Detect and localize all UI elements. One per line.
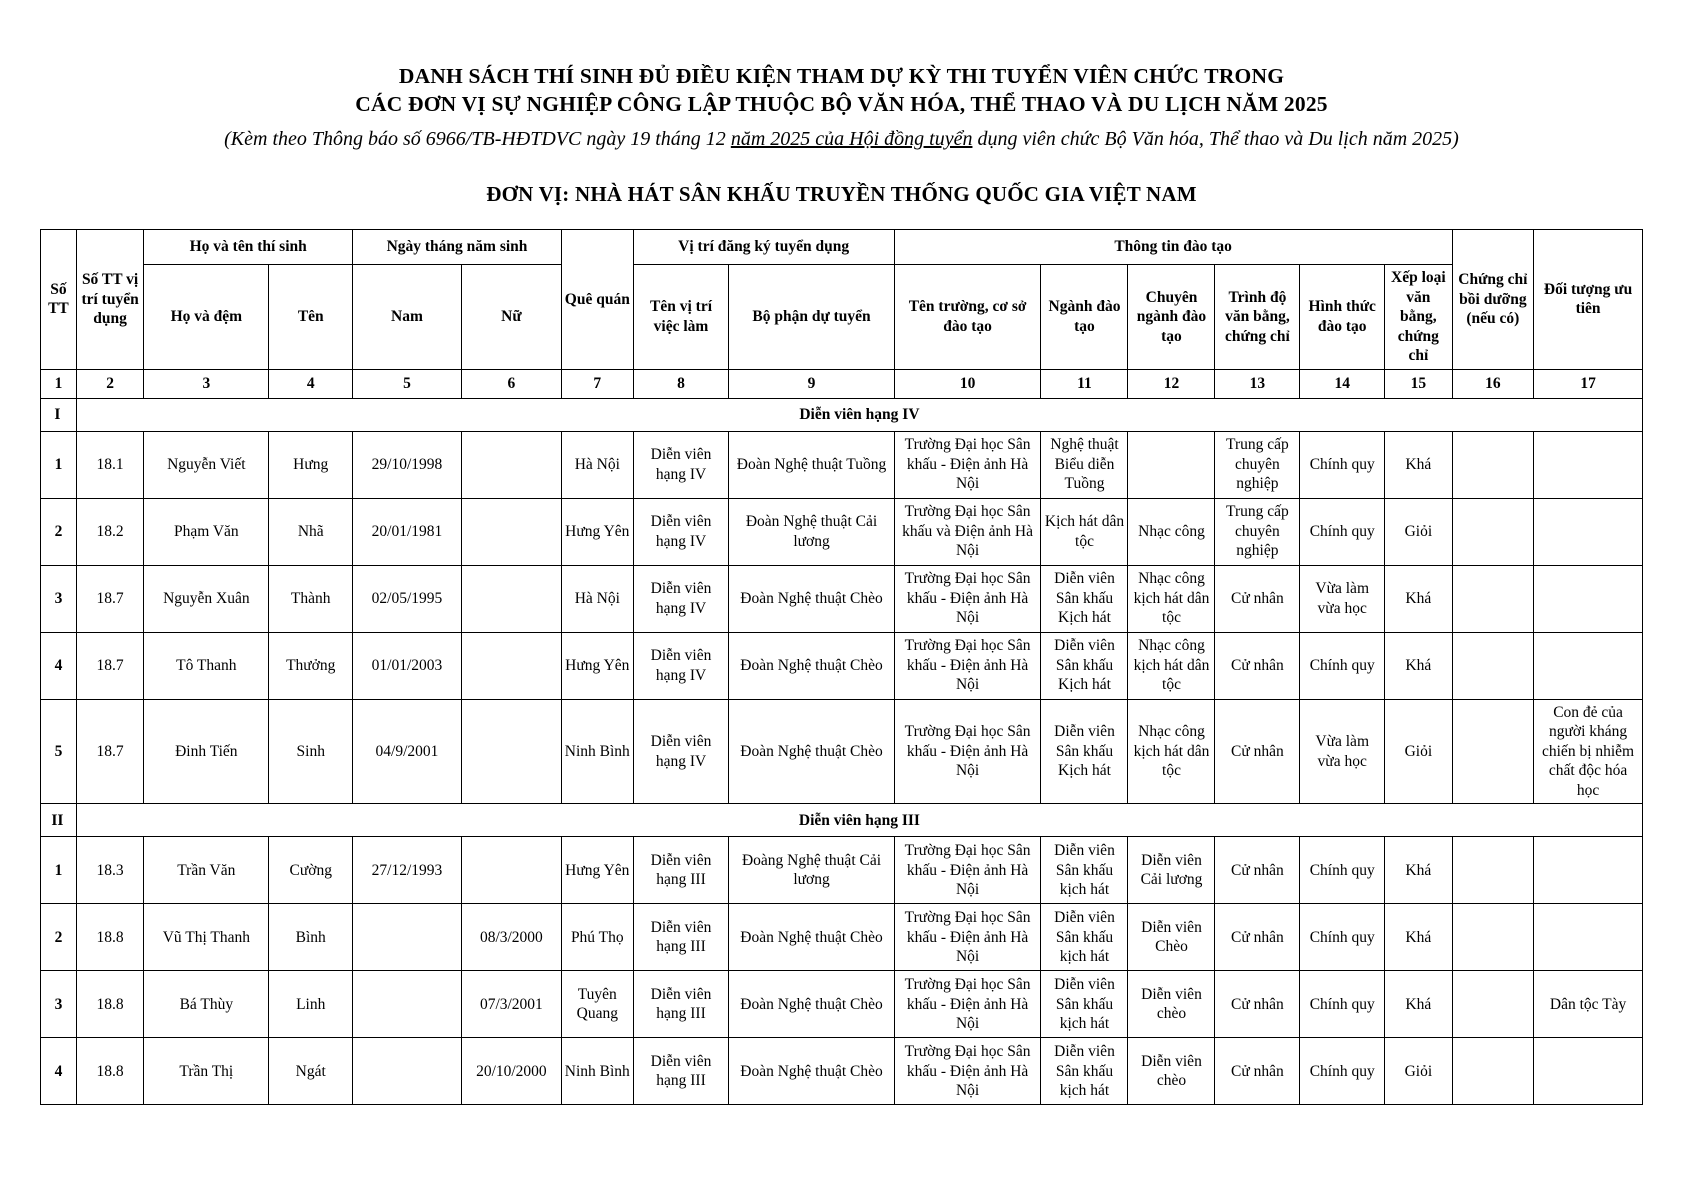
cell-so-tt-vi-tri: 18.7 <box>76 699 143 804</box>
cell-nu: 20/10/2000 <box>461 1038 561 1105</box>
cell-trinh-do-van-bang: Trung cấp chuyên nghiệp <box>1215 498 1300 565</box>
section-header-row <box>41 398 1643 431</box>
cell-stt: 4 <box>41 1038 77 1105</box>
cell-nu: 07/3/2001 <box>461 971 561 1038</box>
cell-chung-chi-boi-duong <box>1452 699 1534 804</box>
cell-stt: 4 <box>41 632 77 699</box>
cell-nam <box>353 971 462 1038</box>
cell-chuyen-nganh-dao-tao: Diễn viên chèo <box>1128 1038 1215 1105</box>
table-header-row-2 <box>41 265 1643 370</box>
cell-que-quan: Phú Thọ <box>561 904 633 971</box>
cell-ten-vi-tri-viec-lam: Diễn viên hạng IV <box>633 498 729 565</box>
cell-so-tt-vi-tri: 18.3 <box>76 837 143 904</box>
header-hinh-thuc-dao-tao: Hình thức đào tạo <box>1300 265 1385 370</box>
cell-chung-chi-boi-duong <box>1452 498 1534 565</box>
cell-doi-tuong-uu-tien: Dân tộc Tày <box>1534 971 1643 1038</box>
cell-hinh-thuc-dao-tao: Vừa làm vừa học <box>1300 565 1385 632</box>
cell-xep-loai-van-bang: Khá <box>1385 431 1452 498</box>
cell-ten-truong: Trường Đại học Sân khấu - Điện ảnh Hà Nội <box>894 431 1041 498</box>
cell-ho-va-dem: Vũ Thị Thanh <box>144 904 269 971</box>
cell-que-quan: Hà Nội <box>561 431 633 498</box>
header-chung-chi-boi-duong: Chứng chỉ bồi dưỡng (nếu có) <box>1452 230 1534 370</box>
cell-bo-phan-du-tuyen: Đoàn Nghệ thuật Chèo <box>729 1038 894 1105</box>
cell-hinh-thuc-dao-tao: Chính quy <box>1300 431 1385 498</box>
colnum-1: 1 <box>41 369 77 398</box>
cell-bo-phan-du-tuyen: Đoàn Nghệ thuật Chèo <box>729 971 894 1038</box>
cell-stt: 1 <box>41 837 77 904</box>
table-header-row-1 <box>41 230 1643 265</box>
cell-ten: Linh <box>269 971 353 1038</box>
header-stt: Số TT <box>41 230 77 370</box>
cell-nu <box>461 431 561 498</box>
header-chuyen-nganh-dao-tao: Chuyên ngành đào tạo <box>1128 265 1215 370</box>
cell-nganh-dao-tao: Diễn viên Sân khấu kịch hát <box>1041 971 1128 1038</box>
cell-doi-tuong-uu-tien <box>1534 498 1643 565</box>
cell-stt: 3 <box>41 565 77 632</box>
table-row <box>41 971 1643 1038</box>
cell-chung-chi-boi-duong <box>1452 431 1534 498</box>
cell-ten-truong: Trường Đại học Sân khấu - Điện ảnh Hà Nội <box>894 699 1041 804</box>
cell-hinh-thuc-dao-tao: Chính quy <box>1300 837 1385 904</box>
section-index: II <box>41 804 77 837</box>
cell-trinh-do-van-bang: Cử nhân <box>1215 565 1300 632</box>
cell-chuyen-nganh-dao-tao: Nhạc công kịch hát dân tộc <box>1128 632 1215 699</box>
cell-stt: 2 <box>41 498 77 565</box>
cell-nganh-dao-tao: Nghệ thuật Biểu diễn Tuồng <box>1041 431 1128 498</box>
cell-chuyen-nganh-dao-tao: Diễn viên chèo <box>1128 971 1215 1038</box>
cell-doi-tuong-uu-tien <box>1534 837 1643 904</box>
cell-bo-phan-du-tuyen: Đoàn Nghệ thuật Chèo <box>729 565 894 632</box>
cell-doi-tuong-uu-tien <box>1534 632 1643 699</box>
cell-ten: Nhã <box>269 498 353 565</box>
cell-ten-truong: Trường Đại học Sân khấu - Điện ảnh Hà Nội <box>894 565 1041 632</box>
cell-bo-phan-du-tuyen: Đoàn Nghệ thuật Tuồng <box>729 431 894 498</box>
document-subtitle <box>35 126 1648 152</box>
table-row <box>41 699 1643 804</box>
subtitle-suffix: dụng viên chức Bộ Văn hóa, Thể thao và Du lịch năm 2025) <box>972 127 1459 150</box>
cell-ho-va-dem: Tô Thanh <box>144 632 269 699</box>
cell-ten-truong: Trường Đại học Sân khấu - Điện ảnh Hà Nội <box>894 837 1041 904</box>
cell-chung-chi-boi-duong <box>1452 632 1534 699</box>
cell-ho-va-dem: Nguyễn Viết <box>144 431 269 498</box>
header-ten: Tên <box>269 265 353 370</box>
cell-so-tt-vi-tri: 18.8 <box>76 904 143 971</box>
cell-nganh-dao-tao: Diễn viên Sân khấu kịch hát <box>1041 904 1128 971</box>
colnum-12: 12 <box>1128 369 1215 398</box>
cell-ten: Thưởng <box>269 632 353 699</box>
cell-nganh-dao-tao: Diễn viên Sân khấu kịch hát <box>1041 837 1128 904</box>
cell-xep-loai-van-bang: Khá <box>1385 565 1452 632</box>
colnum-7: 7 <box>561 369 633 398</box>
header-bo-phan-du-tuyen: Bộ phận dự tuyển <box>729 265 894 370</box>
cell-nu <box>461 498 561 565</box>
cell-ten: Bình <box>269 904 353 971</box>
cell-ten-truong: Trường Đại học Sân khấu và Điện ảnh Hà Nội <box>894 498 1041 565</box>
cell-ho-va-dem: Đinh Tiến <box>144 699 269 804</box>
cell-trinh-do-van-bang: Cử nhân <box>1215 1038 1300 1105</box>
colnum-2: 2 <box>76 369 143 398</box>
header-ho-ten-thi-sinh: Họ và tên thí sinh <box>144 230 353 265</box>
header-ho-va-dem: Họ và đệm <box>144 265 269 370</box>
cell-bo-phan-du-tuyen: Đoàn Nghệ thuật Chèo <box>729 904 894 971</box>
cell-trinh-do-van-bang: Cử nhân <box>1215 971 1300 1038</box>
cell-chung-chi-boi-duong <box>1452 971 1534 1038</box>
header-vi-tri-dang-ky: Vị trí đăng ký tuyển dụng <box>633 230 894 265</box>
cell-hinh-thuc-dao-tao: Chính quy <box>1300 971 1385 1038</box>
table-row <box>41 431 1643 498</box>
colnum-5: 5 <box>353 369 462 398</box>
cell-stt: 5 <box>41 699 77 804</box>
subtitle-prefix: (Kèm theo Thông báo số 6966/TB-HĐTDVC ngày 19 tháng 12 <box>224 127 731 150</box>
cell-ho-va-dem: Trần Thị <box>144 1038 269 1105</box>
cell-doi-tuong-uu-tien <box>1534 1038 1643 1105</box>
cell-nganh-dao-tao: Diễn viên Sân khấu Kịch hát <box>1041 632 1128 699</box>
title-block <box>35 62 1648 152</box>
colnum-13: 13 <box>1215 369 1300 398</box>
cell-xep-loai-van-bang: Giỏi <box>1385 699 1452 804</box>
cell-ten-truong: Trường Đại học Sân khấu - Điện ảnh Hà Nội <box>894 904 1041 971</box>
cell-nganh-dao-tao: Diễn viên Sân khấu Kịch hát <box>1041 565 1128 632</box>
cell-nam: 27/12/1993 <box>353 837 462 904</box>
section-index: I <box>41 398 77 431</box>
cell-trinh-do-van-bang: Cử nhân <box>1215 632 1300 699</box>
cell-doi-tuong-uu-tien <box>1534 565 1643 632</box>
header-nganh-dao-tao: Ngành đào tạo <box>1041 265 1128 370</box>
cell-stt: 3 <box>41 971 77 1038</box>
table-row <box>41 632 1643 699</box>
cell-que-quan: Hưng Yên <box>561 837 633 904</box>
cell-ten: Thành <box>269 565 353 632</box>
cell-doi-tuong-uu-tien <box>1534 904 1643 971</box>
header-nu: Nữ <box>461 265 561 370</box>
cell-xep-loai-van-bang: Khá <box>1385 837 1452 904</box>
cell-nam <box>353 1038 462 1105</box>
cell-ho-va-dem: Trần Văn <box>144 837 269 904</box>
cell-xep-loai-van-bang: Khá <box>1385 971 1452 1038</box>
cell-bo-phan-du-tuyen: Đoàng Nghệ thuật Cải lương <box>729 837 894 904</box>
cell-ho-va-dem: Nguyễn Xuân <box>144 565 269 632</box>
cell-so-tt-vi-tri: 18.1 <box>76 431 143 498</box>
cell-nu <box>461 565 561 632</box>
cell-nu <box>461 837 561 904</box>
cell-nu: 08/3/2000 <box>461 904 561 971</box>
cell-hinh-thuc-dao-tao: Chính quy <box>1300 1038 1385 1105</box>
cell-trinh-do-van-bang: Cử nhân <box>1215 904 1300 971</box>
section-label: Diễn viên hạng IV <box>76 398 1642 431</box>
colnum-8: 8 <box>633 369 729 398</box>
colnum-3: 3 <box>144 369 269 398</box>
colnum-10: 10 <box>894 369 1041 398</box>
header-ten-truong: Tên trường, cơ sở đào tạo <box>894 265 1041 370</box>
cell-chuyen-nganh-dao-tao: Nhạc công kịch hát dân tộc <box>1128 565 1215 632</box>
cell-nu <box>461 699 561 804</box>
cell-ten: Cường <box>269 837 353 904</box>
cell-trinh-do-van-bang: Cử nhân <box>1215 699 1300 804</box>
cell-nam: 29/10/1998 <box>353 431 462 498</box>
cell-hinh-thuc-dao-tao: Chính quy <box>1300 632 1385 699</box>
colnum-17: 17 <box>1534 369 1643 398</box>
header-ten-vi-tri-viec-lam: Tên vị trí việc làm <box>633 265 729 370</box>
cell-que-quan: Ninh Bình <box>561 699 633 804</box>
cell-chung-chi-boi-duong <box>1452 565 1534 632</box>
cell-ho-va-dem: Bá Thùy <box>144 971 269 1038</box>
cell-chuyen-nganh-dao-tao: Diễn viên Chèo <box>1128 904 1215 971</box>
cell-ho-va-dem: Phạm Văn <box>144 498 269 565</box>
cell-chung-chi-boi-duong <box>1452 1038 1534 1105</box>
cell-nam: 02/05/1995 <box>353 565 462 632</box>
cell-hinh-thuc-dao-tao: Chính quy <box>1300 498 1385 565</box>
cell-ten-vi-tri-viec-lam: Diễn viên hạng III <box>633 1038 729 1105</box>
document-title-line-2: CÁC ĐƠN VỊ SỰ NGHIỆP CÔNG LẬP THUỘC BỘ VĂN HÓA, THỂ THAO VÀ DU LỊCH NĂM 2025 <box>355 92 1328 117</box>
cell-ten-vi-tri-viec-lam: Diễn viên hạng IV <box>633 632 729 699</box>
cell-so-tt-vi-tri: 18.7 <box>76 632 143 699</box>
header-nam: Nam <box>353 265 462 370</box>
cell-chung-chi-boi-duong <box>1452 837 1534 904</box>
cell-nam: 04/9/2001 <box>353 699 462 804</box>
table-row <box>41 1038 1643 1105</box>
cell-chuyen-nganh-dao-tao: Nhạc công kịch hát dân tộc <box>1128 699 1215 804</box>
header-thong-tin-dao-tao: Thông tin đào tạo <box>894 230 1452 265</box>
colnum-9: 9 <box>729 369 894 398</box>
cell-que-quan: Hưng Yên <box>561 498 633 565</box>
cell-que-quan: Ninh Bình <box>561 1038 633 1105</box>
cell-hinh-thuc-dao-tao: Vừa làm vừa học <box>1300 699 1385 804</box>
header-doi-tuong-uu-tien: Đối tượng ưu tiên <box>1534 230 1643 370</box>
colnum-11: 11 <box>1041 369 1128 398</box>
header-ngay-thang-nam-sinh: Ngày tháng năm sinh <box>353 230 562 265</box>
table-row <box>41 565 1643 632</box>
colnum-15: 15 <box>1385 369 1452 398</box>
cell-xep-loai-van-bang: Giỏi <box>1385 1038 1452 1105</box>
cell-stt: 1 <box>41 431 77 498</box>
header-xep-loai-van-bang: Xếp loại văn bằng, chứng chỉ <box>1385 265 1452 370</box>
cell-so-tt-vi-tri: 18.2 <box>76 498 143 565</box>
cell-bo-phan-du-tuyen: Đoàn Nghệ thuật Cải lương <box>729 498 894 565</box>
cell-nam: 20/01/1981 <box>353 498 462 565</box>
table-row <box>41 837 1643 904</box>
header-que-quan: Quê quán <box>561 230 633 370</box>
cell-xep-loai-van-bang: Giỏi <box>1385 498 1452 565</box>
header-trinh-do-van-bang: Trình độ văn bằng, chứng chỉ <box>1215 265 1300 370</box>
cell-ten-vi-tri-viec-lam: Diễn viên hạng III <box>633 837 729 904</box>
header-so-tt-vi-tri: Số TT vị trí tuyển dụng <box>76 230 143 370</box>
colnum-6: 6 <box>461 369 561 398</box>
unit-heading: ĐƠN VỊ: NHÀ HÁT SÂN KHẤU TRUYỀN THỐNG QUỐC GIA VIỆT NAM <box>486 182 1197 207</box>
cell-que-quan: Hà Nội <box>561 565 633 632</box>
cell-xep-loai-van-bang: Khá <box>1385 904 1452 971</box>
cell-trinh-do-van-bang: Cử nhân <box>1215 837 1300 904</box>
colnum-14: 14 <box>1300 369 1385 398</box>
table-column-numbers-row <box>41 369 1643 398</box>
cell-ten-truong: Trường Đại học Sân khấu - Điện ảnh Hà Nội <box>894 632 1041 699</box>
cell-ten: Hưng <box>269 431 353 498</box>
cell-ten-vi-tri-viec-lam: Diễn viên hạng III <box>633 971 729 1038</box>
cell-ten-vi-tri-viec-lam: Diễn viên hạng III <box>633 904 729 971</box>
cell-ten-vi-tri-viec-lam: Diễn viên hạng IV <box>633 431 729 498</box>
cell-ten: Ngát <box>269 1038 353 1105</box>
document-title-line-1: DANH SÁCH THÍ SINH ĐỦ ĐIỀU KIỆN THAM DỰ KỲ THI TUYỂN VIÊN CHỨC TRONG <box>398 64 1285 88</box>
cell-doi-tuong-uu-tien <box>1534 431 1643 498</box>
table-row <box>41 498 1643 565</box>
section-label: Diễn viên hạng III <box>76 804 1642 837</box>
cell-so-tt-vi-tri: 18.8 <box>76 971 143 1038</box>
cell-nganh-dao-tao: Diễn viên Sân khấu Kịch hát <box>1041 699 1128 804</box>
colnum-4: 4 <box>269 369 353 398</box>
cell-so-tt-vi-tri: 18.7 <box>76 565 143 632</box>
cell-bo-phan-du-tuyen: Đoàn Nghệ thuật Chèo <box>729 699 894 804</box>
cell-ten-truong: Trường Đại học Sân khấu - Điện ảnh Hà Nội <box>894 971 1041 1038</box>
cell-nam: 01/01/2003 <box>353 632 462 699</box>
cell-hinh-thuc-dao-tao: Chính quy <box>1300 904 1385 971</box>
cell-nam <box>353 904 462 971</box>
cell-ten: Sinh <box>269 699 353 804</box>
cell-doi-tuong-uu-tien: Con đẻ của người kháng chiến bị nhiễm chất độc hóa học <box>1534 699 1643 804</box>
cell-ten-vi-tri-viec-lam: Diễn viên hạng IV <box>633 565 729 632</box>
cell-stt: 2 <box>41 904 77 971</box>
cell-ten-truong: Trường Đại học Sân khấu - Điện ảnh Hà Nội <box>894 1038 1041 1105</box>
cell-chuyen-nganh-dao-tao: Diễn viên Cải lương <box>1128 837 1215 904</box>
subtitle-underlined: năm 2025 của Hội đồng tuyển <box>730 127 973 150</box>
section-header-row <box>41 804 1643 837</box>
cell-que-quan: Tuyên Quang <box>561 971 633 1038</box>
cell-chuyen-nganh-dao-tao <box>1128 431 1215 498</box>
cell-bo-phan-du-tuyen: Đoàn Nghệ thuật Chèo <box>729 632 894 699</box>
table-row <box>41 904 1643 971</box>
cell-chung-chi-boi-duong <box>1452 904 1534 971</box>
cell-nganh-dao-tao: Diễn viên Sân khấu kịch hát <box>1041 1038 1128 1105</box>
cell-ten-vi-tri-viec-lam: Diễn viên hạng IV <box>633 699 729 804</box>
cell-nu <box>461 632 561 699</box>
cell-so-tt-vi-tri: 18.8 <box>76 1038 143 1105</box>
colnum-16: 16 <box>1452 369 1534 398</box>
candidates-table <box>40 229 1643 1105</box>
cell-xep-loai-van-bang: Khá <box>1385 632 1452 699</box>
cell-chuyen-nganh-dao-tao: Nhạc công <box>1128 498 1215 565</box>
cell-que-quan: Hưng Yên <box>561 632 633 699</box>
cell-nganh-dao-tao: Kịch hát dân tộc <box>1041 498 1128 565</box>
cell-trinh-do-van-bang: Trung cấp chuyên nghiệp <box>1215 431 1300 498</box>
